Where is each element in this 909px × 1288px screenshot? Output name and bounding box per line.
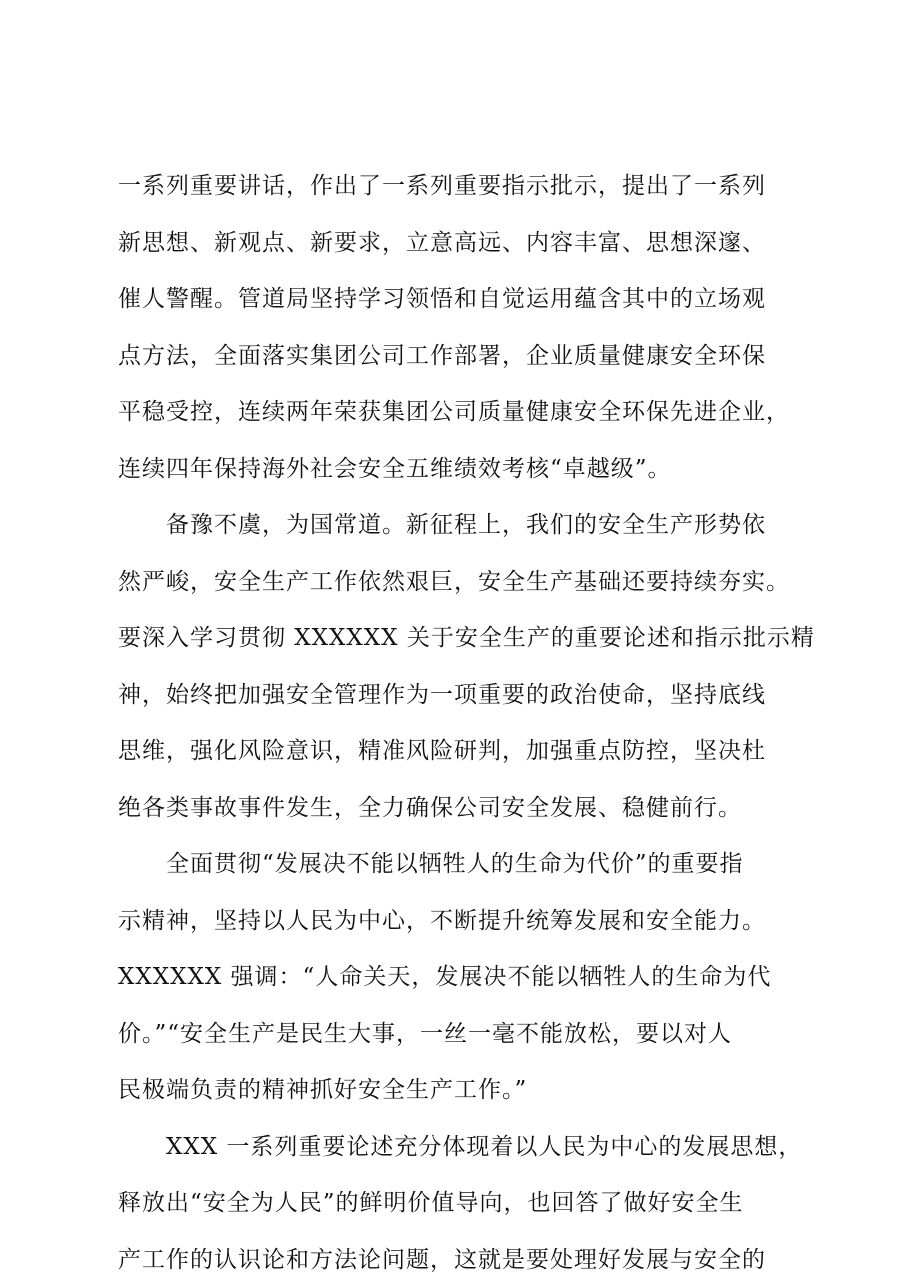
paragraph — [118, 158, 818, 497]
text-line: 产工作的认识论和方法论问题，这就是要处理好发展与安全的 — [118, 1232, 818, 1288]
text-line: 然严峻，安全生产工作依然艰巨，安全生产基础还要持续夯实。 — [118, 554, 818, 611]
body-text — [118, 158, 818, 1288]
text-line: 全面贯彻“发展决不能以牺牲人的生命为代价”的重要指 — [118, 836, 818, 893]
paragraph — [118, 836, 818, 1119]
text-line: XXXXXX 强调：“人命关天，发展决不能以牺牲人的生命为代 — [118, 949, 818, 1006]
text-line: 催人警醒。管道局坚持学习领悟和自觉运用蕴含其中的立场观 — [118, 271, 818, 328]
text-line: 新思想、新观点、新要求，立意高远、内容丰富、思想深邃、 — [118, 215, 818, 272]
text-line: 一系列重要讲话，作出了一系列重要指示批示，提出了一系列 — [118, 158, 818, 215]
paragraph — [118, 497, 818, 836]
text-line: 价。”“安全生产是民生大事，一丝一毫不能放松，要以对人 — [118, 1006, 818, 1063]
text-line: 示精神，坚持以人民为中心，不断提升统筹发展和安全能力。 — [118, 893, 818, 950]
text-line: 民极端负责的精神抓好安全生产工作。” — [118, 1062, 818, 1119]
paragraph — [118, 1119, 818, 1288]
text-line: XXX 一系列重要论述充分体现着以人民为中心的发展思想， — [118, 1119, 818, 1176]
text-line: 备豫不虞，为国常道。新征程上，我们的安全生产形势依 — [118, 497, 818, 554]
text-line: 要深入学习贯彻 XXXXXX 关于安全生产的重要论述和指示批示精 — [118, 610, 818, 667]
text-line: 释放出“安全为人民”的鲜明价值导向，也回答了做好安全生 — [118, 1175, 818, 1232]
text-line: 连续四年保持海外社会安全五维绩效考核“卓越级”。 — [118, 441, 818, 498]
text-line: 绝各类事故事件发生，全力确保公司安全发展、稳健前行。 — [118, 780, 818, 837]
text-line: 平稳受控，连续两年荣获集团公司质量健康安全环保先进企业， — [118, 384, 818, 441]
text-line: 思维，强化风险意识，精准风险研判，加强重点防控，坚决杜 — [118, 723, 818, 780]
text-line: 点方法，全面落实集团公司工作部署，企业质量健康安全环保 — [118, 328, 818, 385]
text-line: 神，始终把加强安全管理作为一项重要的政治使命，坚持底线 — [118, 667, 818, 724]
